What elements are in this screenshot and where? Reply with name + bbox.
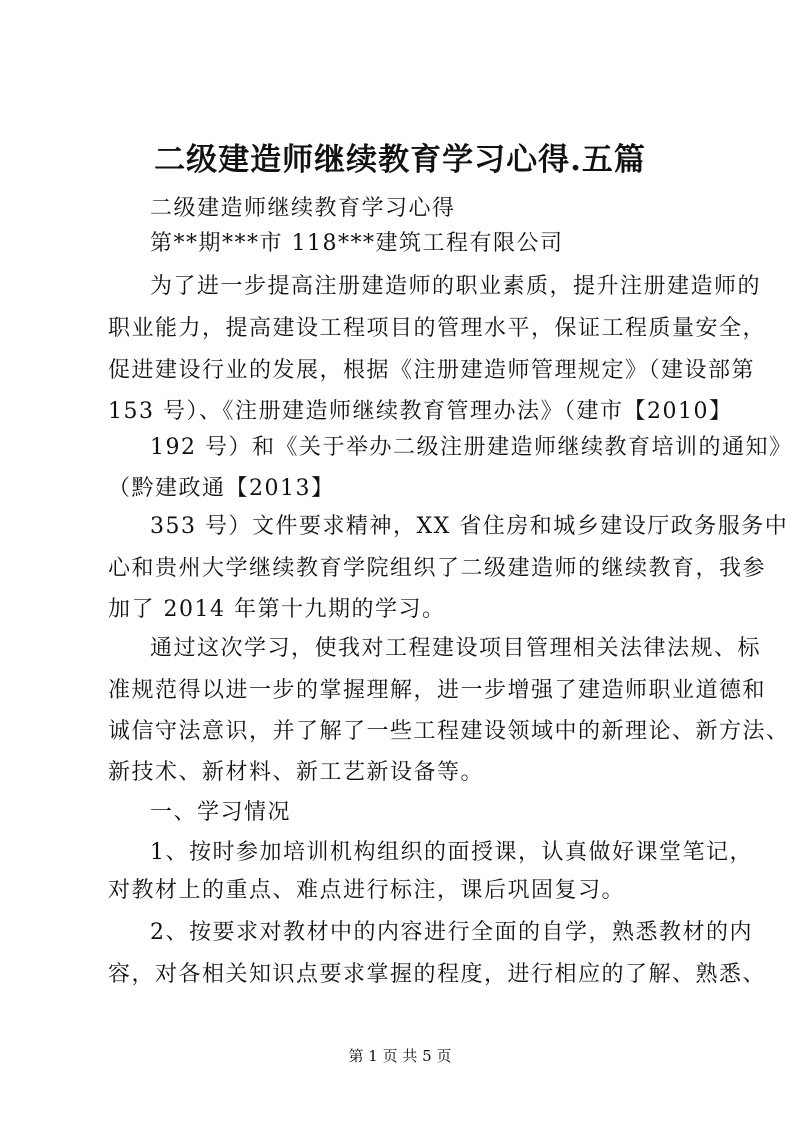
- paragraph-line: 为了进一步提高注册建造师的职业素质，提升注册建造师的: [150, 274, 762, 299]
- paragraph-line: 通过这次学习，使我对工程建设项目管理相关法律法规、标: [150, 636, 762, 661]
- paragraph-line: 职业能力，提高建设工程项目的管理水平，保证工程质量安全，: [108, 316, 767, 341]
- paragraph-line: 准规范得以进一步的掌握理解，进一步增强了建造师职业道德和: [108, 678, 767, 703]
- list-item-line: 1、按时参加培训机构组织的面授课，认真做好课堂笔记，: [150, 840, 753, 865]
- paragraph-line: 心和贵州大学继续教育学院组织了二级建造师的继续教育，我参: [108, 556, 767, 581]
- paragraph-line: 加了 2014 年第十九期的学习。: [108, 597, 446, 622]
- author-line: 第**期***市 118***建筑工程有限公司: [150, 231, 564, 256]
- paragraph-line: 353 号）文件要求精神，XX 省住房和城乡建设厅政务服务中: [150, 514, 789, 539]
- paragraph-line: 新技术、新材料、新工艺新设备等。: [108, 760, 485, 785]
- list-item-line: 2、按要求对教材中的内容进行全面的自学，熟悉教材的内: [150, 920, 753, 945]
- paragraph-line: 促进建设行业的发展，根据《注册建造师管理规定》（建设部第: [108, 358, 756, 383]
- section-heading: 一、学习情况: [150, 800, 292, 825]
- paragraph-line: 诚信守法意识，并了解了一些工程建设领域中的新理论、新方法、: [108, 719, 790, 744]
- paragraph-line: 153 号）、《注册建造师继续教育管理办法》（建市【2010】: [108, 399, 733, 424]
- page-number: 第 1 页 共 5 页: [348, 1047, 452, 1065]
- list-item-line: 对教材上的重点、难点进行标注，课后巩固复习。: [108, 878, 626, 903]
- paragraph-line: （黔建政通【2013】: [108, 476, 335, 501]
- document-title: 二级建造师继续教育学习心得.五篇: [154, 142, 646, 178]
- list-item-line: 容，对各相关知识点要求掌握的程度，进行相应的了解、熟悉、: [108, 962, 767, 987]
- paragraph-line: 192 号）和《关于举办二级注册建造师继续教育培训的通知》: [150, 435, 793, 460]
- subtitle-line: 二级建造师继续教育学习心得: [150, 196, 456, 221]
